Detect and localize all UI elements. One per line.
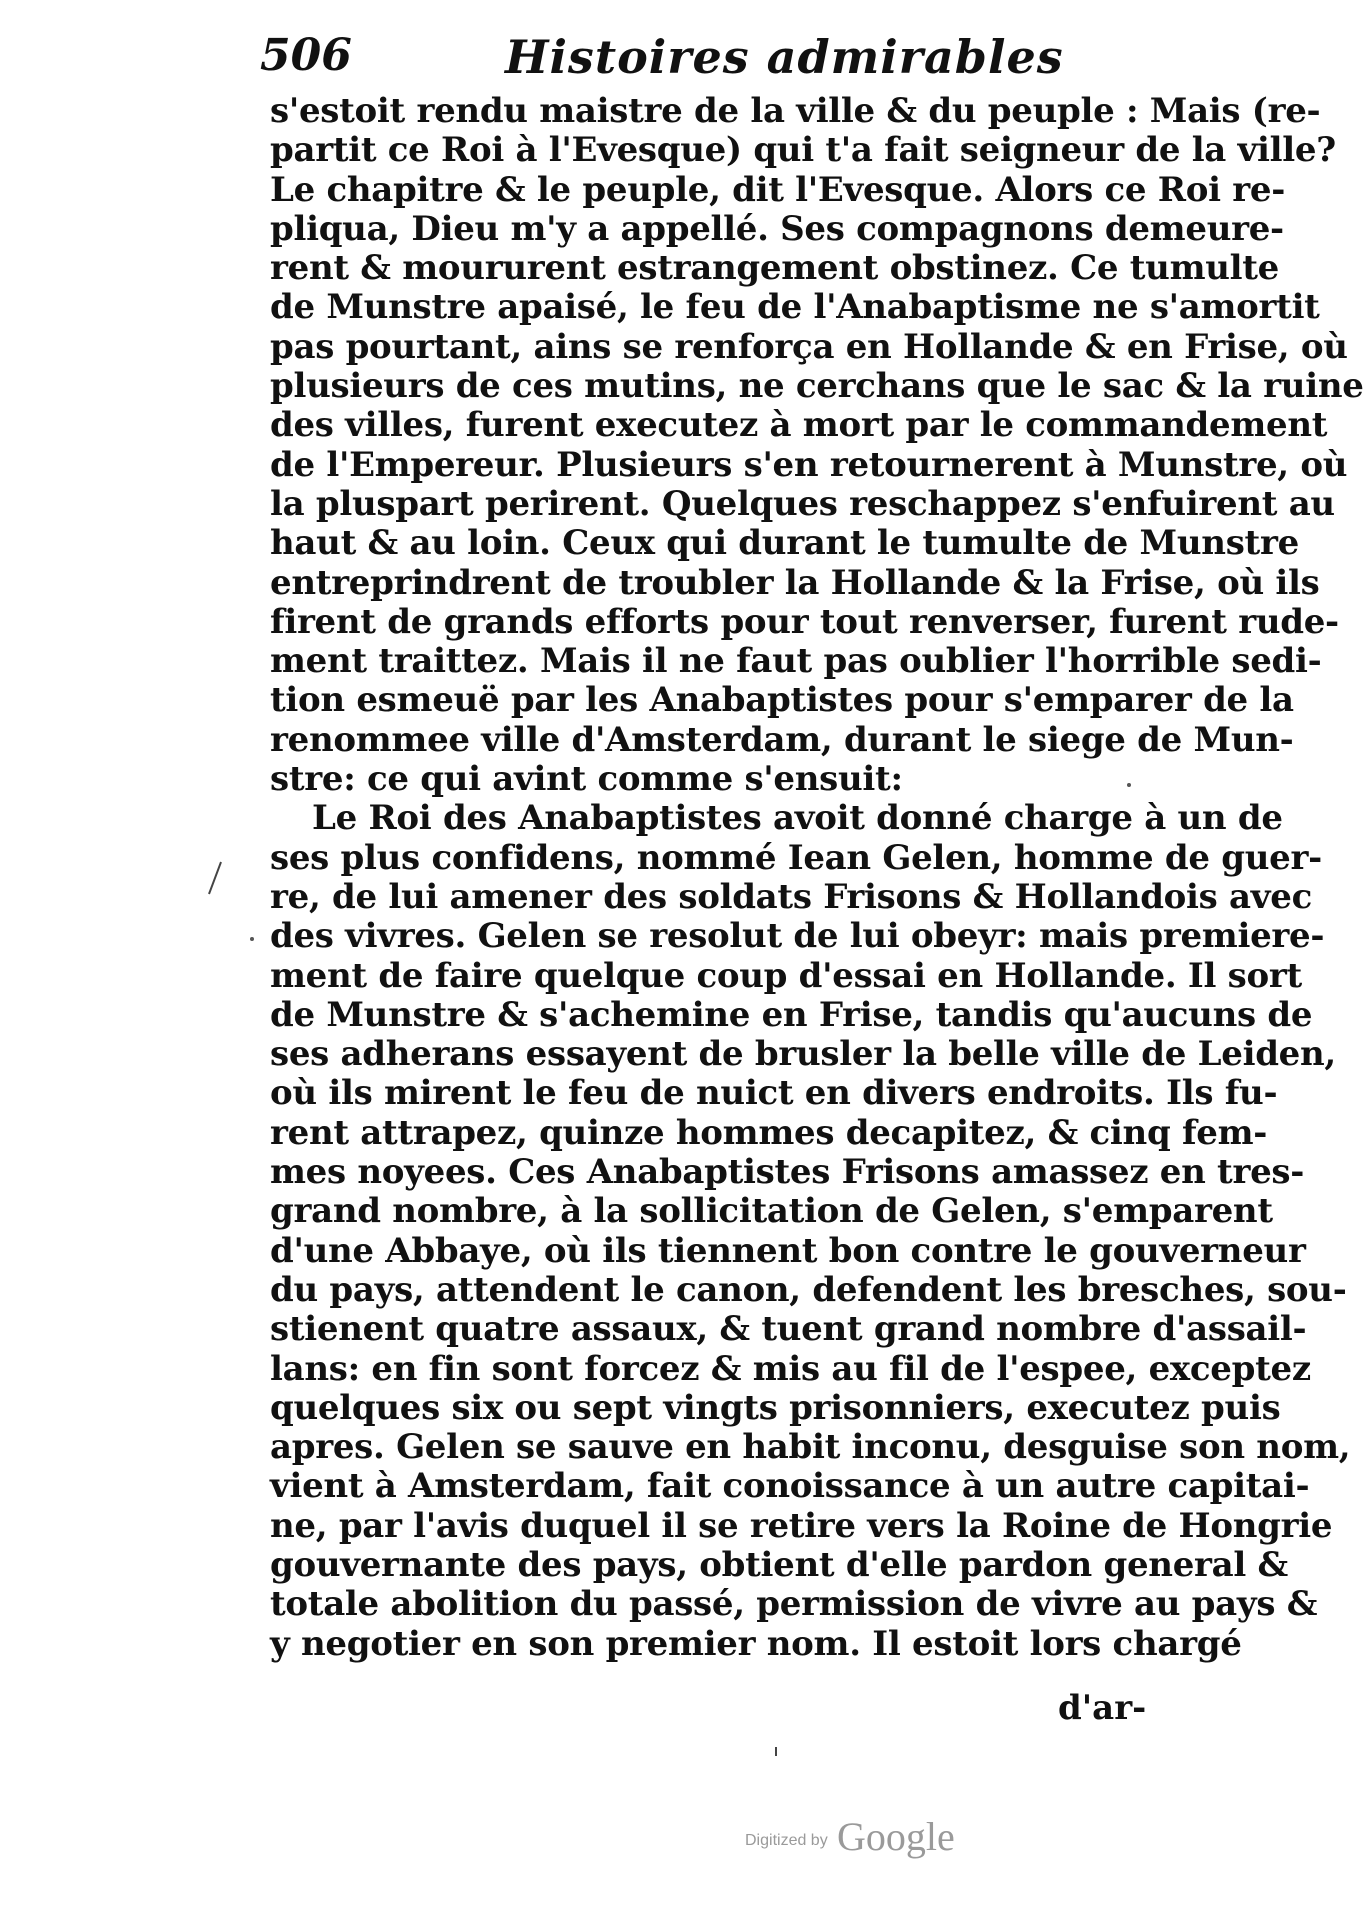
text-line: rent attrapez, quinze hommes decapitez, & cinq fem- (270, 1112, 1268, 1153)
text-line: d'une Abbaye, où ils tiennent bon contre le gouverneur (270, 1230, 1306, 1271)
text-line: haut & au loin. Ceux qui durant le tumulte de Munstre (270, 523, 1299, 564)
text-line: y negotier en son premier nom. Il estoit lors chargé (270, 1623, 1242, 1664)
bottom-speck-mark (772, 1745, 780, 1759)
text-line: entreprindrent de troubler la Hollande & la Frise, où ils (270, 562, 1320, 603)
text-line: totale abolition du passé, permission de vivre au pays & (270, 1584, 1318, 1625)
text-line: gouvernante des pays, obtient d'elle pardon general & (270, 1544, 1288, 1585)
text-line: de Munstre apaisé, le feu de l'Anabaptisme ne s'amortit (270, 287, 1320, 328)
text-line: ses adherans essayent de brusler la belle ville de Leiden, (270, 1034, 1336, 1075)
catchword: d'ar- (1058, 1688, 1147, 1728)
text-line: tion esmeuë par les Anabaptistes pour s'emparer de la (270, 680, 1294, 721)
text-line: apres. Gelen se sauve en habit inconu, desguise son nom, (270, 1427, 1351, 1468)
text-line: du pays, attendent le canon, defendent les bresches, sou- (270, 1269, 1347, 1310)
margin-speck-mark (248, 935, 256, 943)
text-line: ne, par l'avis duquel il se retire vers la Roine de Hongrie (270, 1505, 1333, 1546)
text-line: quelques six ou sept vingts prisonniers, executez puis (270, 1387, 1281, 1428)
text-line: pas pourtant, ains se renforça en Hollande & en Frise, où (270, 326, 1348, 367)
paragraph-start-line: Le Roi des Anabaptistes avoit donné charge à un de (312, 798, 1283, 839)
body-text (270, 91, 1364, 1664)
text-line: ment traittez. Mais il ne faut pas oublier l'horrible sedi- (270, 641, 1322, 682)
text-line: partit ce Roi à l'Evesque) qui t'a fait seigneur de la ville? (270, 130, 1336, 171)
text-line: vient à Amsterdam, fait conoissance à un autre capitai- (270, 1466, 1310, 1507)
google-logo (837, 1812, 997, 1862)
text-line: pliqua, Dieu m'y a appellé. Ses compagnons demeure- (270, 208, 1284, 249)
text-line: des villes, furent executez à mort par le commandement (270, 405, 1328, 446)
text-line: renommee ville d'Amsterdam, durant le siege de Mun- (270, 719, 1294, 760)
text-line: où ils mirent le feu de nuict en divers endroits. Ils fu- (270, 1073, 1278, 1114)
text-line: rent & moururent estrangement obstinez. Ce tumulte (270, 248, 1280, 289)
text-line: Le chapitre & le peuple, dit l'Evesque. Alors ce Roi re- (270, 169, 1286, 210)
page-header (260, 30, 1160, 90)
text-line: de l'Empereur. Plusieurs s'en retournerent à Munstre, où (270, 444, 1348, 485)
text-line: stienent quatre assaux, & tuent grand nombre d'assail- (270, 1309, 1307, 1350)
text-line: lans: en fin sont forcez & mis au fil de l'espee, exceptez (270, 1348, 1311, 1389)
text-line: re, de lui amener des soldats Frisons & Hollandois avec (270, 876, 1312, 917)
text-line: mes noyees. Ces Anabaptistes Frisons amassez en tres- (270, 1152, 1305, 1193)
google-logo-text: Google (837, 1814, 955, 1859)
page-number: 506 (260, 30, 352, 81)
text-line: la pluspart perirent. Quelques reschappez s'enfuirent au (270, 483, 1335, 524)
digitized-watermark (745, 1812, 1045, 1862)
text-line: plusieurs de ces mutins, ne cerchans que le sac & la ruine (270, 366, 1364, 407)
text-line: des vivres. Gelen se resolut de lui obeyr: mais premiere- (270, 916, 1325, 957)
text-line: firent de grands efforts pour tout renverser, furent rude- (270, 601, 1339, 642)
text-line: de Munstre & s'achemine en Frise, tandis qu'aucuns de (270, 994, 1313, 1035)
text-line: ment de faire quelque coup d'essai en Hollande. Il sort (270, 955, 1302, 996)
margin-slash-mark (205, 858, 225, 898)
margin-speck-mark (1125, 781, 1133, 789)
text-line: ses plus confidens, nommé Iean Gelen, homme de guer- (270, 837, 1322, 878)
text-line: grand nombre, à la sollicitation de Gelen, s'emparent (270, 1191, 1273, 1232)
digitized-by-label: Digitized by (745, 1832, 828, 1849)
text-line: stre: ce qui avint comme s'ensuit: (270, 759, 903, 800)
running-head: Histoires admirables (505, 30, 1064, 84)
text-line: s'estoit rendu maistre de la ville & du peuple : Mais (re- (270, 91, 1321, 131)
